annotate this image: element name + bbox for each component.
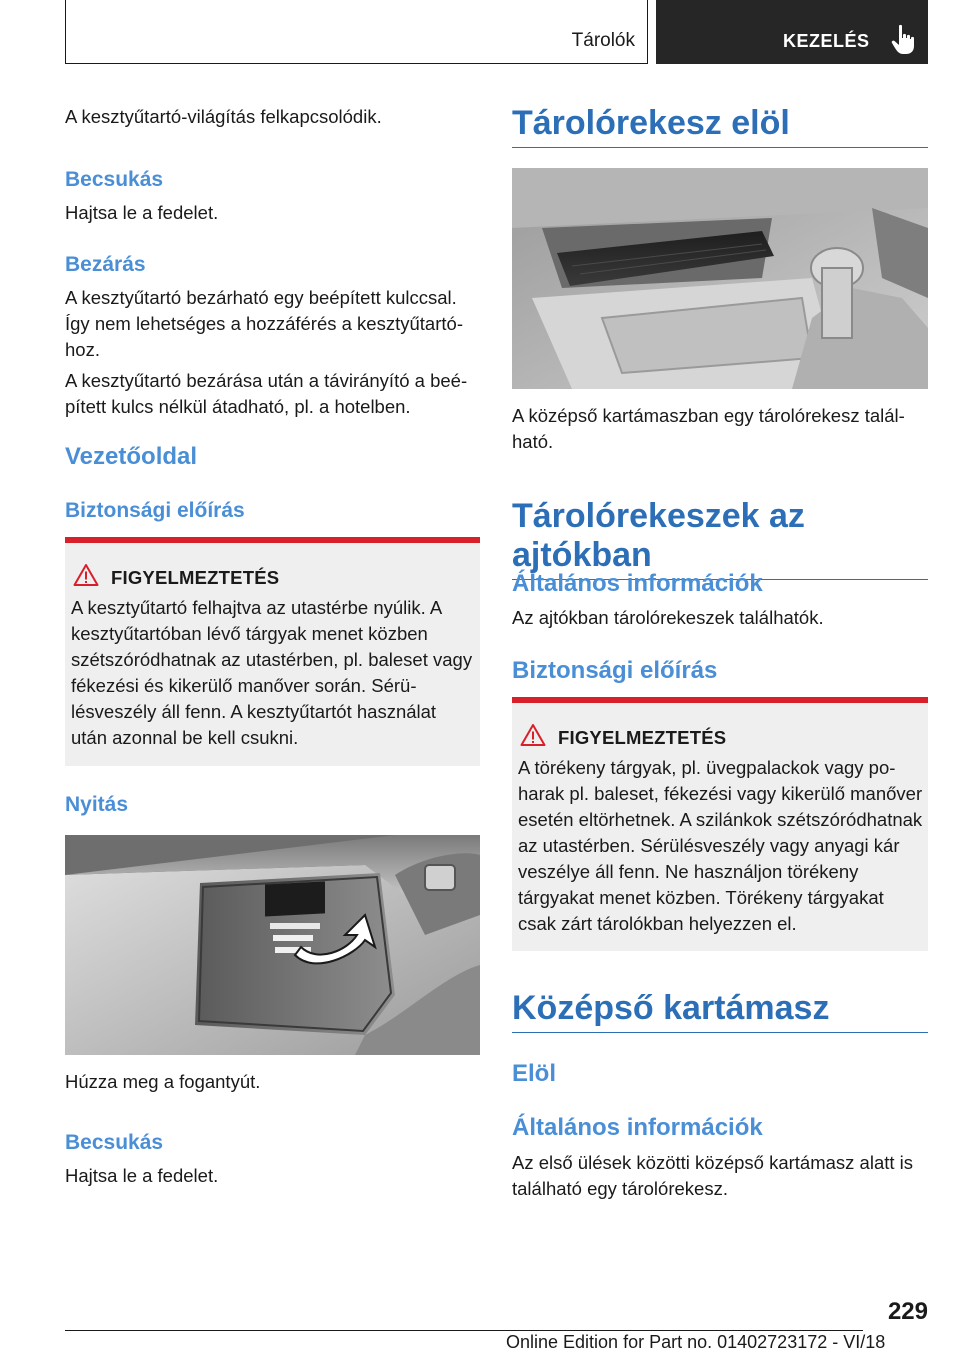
header-section-box (65, 0, 648, 64)
footer-divider (65, 1330, 863, 1331)
page-number: 229 (887, 1298, 928, 1325)
warning-text: A kesztyűtartó felhajtva az utastérbe nyúlik. A kesztyűtartóban lévő tárgyak menet közben szétszóródhatnak az utastérben, pl. baleset vagy fékezési és kikerülő manőver során. Sérülésveszély áll fenn. A kesztyűtartót használat után azonnal be kell csukni. (71, 597, 473, 748)
heading-altalanos-informaciok-2: Általános információk (512, 1114, 763, 1141)
heading-tarolorekesz-elol: Tárolórekesz elöl (512, 104, 928, 148)
heading-biztonsagi-eloiras-right: Biztonsági előírás (512, 657, 718, 684)
warning-bar (65, 537, 480, 543)
warning-triangle-icon (73, 563, 99, 587)
heading-biztonsagi-eloiras-left: Biztonsági előírás (65, 499, 245, 522)
heading-kozepso-kartamasz: Középső kartámasz (512, 989, 928, 1033)
heading-ajtokban: Tárolórekeszek az ajtókban (512, 497, 928, 580)
header-chapter-tab (656, 0, 928, 64)
heading-nyitas: Nyitás (65, 793, 129, 816)
bezaras-paragraph-1: A kesztyűtartó bezárható egy beépített kulccsal. Így nem lehetséges a hozzáférés a kesztyűtartóhoz. (65, 287, 463, 360)
bezaras-paragraph-2: A kesztyűtartó bezárása után a távirányító a beépített kulcs nélkül átadható, pl. a hotelben. (65, 370, 468, 417)
glovebox-illustration (65, 835, 480, 1055)
warning-box-left (65, 537, 480, 766)
altalanos-text-1: Az ajtókban tárolórekeszek találhatók. (512, 607, 824, 628)
becsukas-text: Hajtsa le a fedelet. (65, 202, 219, 223)
altalanos-text-2: Az első ülések közötti középső kartámasz alatt is található egy tárolórekesz. (512, 1152, 914, 1199)
heading-elol: Elöl (512, 1060, 557, 1087)
warning-text: A törékeny tárgyak, pl. üvegpalackok vagy poharak pl. baleset, fékezési vagy kikerülő manőver esetén eltörhetnek. A szilánkok szétszóródhatnak az utastérben. Sérülésveszély vagy anyagi kár veszélye áll fenn. Ne használjon törékeny tárgyakat menet közben. Törékeny tárgyakat csak zárt tárolókban helyezzen el. (518, 757, 923, 934)
front-storage-photo (512, 168, 928, 389)
becsukas-text-2: Hajtsa le a fedelet. (65, 1165, 219, 1186)
footer-edition: Online Edition for Part no. 01402723172 - VI/18 (506, 1332, 886, 1352)
warning-title: FIGYELMEZTETÉS (111, 567, 280, 588)
heading-becsukas: Becsukás (65, 168, 164, 191)
front-storage-caption: A középső kartámaszban egy tárolórekesz található. (512, 405, 905, 452)
pointing-hand-icon (891, 24, 917, 56)
heading-bezaras: Bezárás (65, 253, 146, 276)
storage-compartment-illustration (512, 168, 928, 389)
warning-title: FIGYELMEZTETÉS (558, 727, 727, 748)
heading-becsukas-2: Becsukás (65, 1131, 164, 1154)
glovebox-light-text: A kesztyűtartó-világítás felkapcsolódik. (65, 106, 382, 127)
warning-triangle-icon (520, 723, 546, 747)
heading-vezetooldal: Vezetőoldal (65, 443, 198, 470)
warning-box-right (512, 697, 928, 951)
header-section-title: Tárolók (571, 30, 635, 51)
warning-bar (512, 697, 928, 703)
header-tab-label: KEZELÉS (783, 31, 870, 51)
nyitas-caption: Húzza meg a fogantyút. (65, 1071, 261, 1092)
heading-altalanos-informaciok-1: Általános információk (512, 570, 763, 597)
glovebox-handle-photo (65, 835, 480, 1055)
